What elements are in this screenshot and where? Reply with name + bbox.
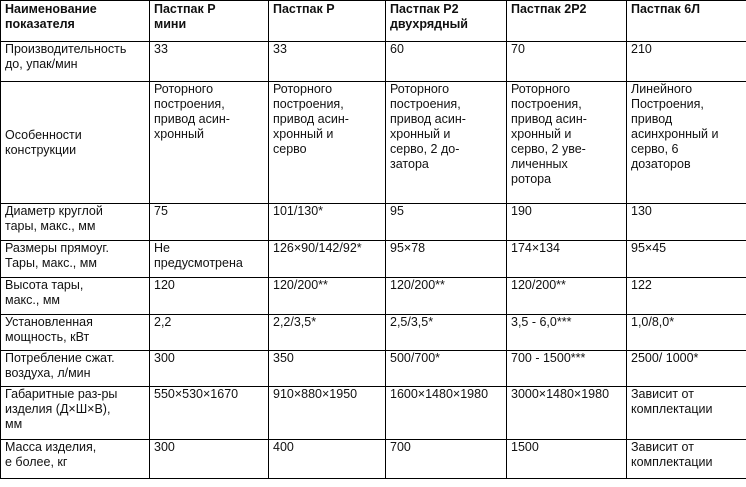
row-label: Потребление сжат. воздуха, л/мин	[1, 351, 150, 387]
table-cell: 300	[150, 440, 269, 479]
table-cell: 350	[269, 351, 386, 387]
table-cell: Не предусмотрена	[150, 241, 269, 278]
table-cell: 700 - 1500***	[507, 351, 627, 387]
table-cell: Роторного построения, привод асин- хронный и серво	[269, 82, 386, 204]
table-cell: Роторного построения, привод асин- хронный	[150, 82, 269, 204]
table-row	[1, 387, 746, 440]
table-cell: 126×90/142/92*	[269, 241, 386, 278]
table-cell: 60	[386, 42, 507, 82]
table-cell: 500/700*	[386, 351, 507, 387]
header-pastpak-r2: Пастпак Р2 двухрядный	[386, 1, 507, 42]
table-row	[1, 241, 746, 278]
table-cell: 2,2/3,5*	[269, 315, 386, 351]
table-row	[1, 42, 746, 82]
row-label: Особенности конструкции	[1, 82, 150, 204]
row-label: Габаритные раз-ры изделия (Д×Ш×В), мм	[1, 387, 150, 440]
table-cell: 1600×1480×1980	[386, 387, 507, 440]
table-cell: 2,5/3,5*	[386, 315, 507, 351]
table-cell: Зависит от комплектации	[627, 387, 746, 440]
table-cell: 190	[507, 204, 627, 241]
table-cell: 130	[627, 204, 746, 241]
header-pastpak-r: Пастпак Р	[269, 1, 386, 42]
row-label: Высота тары, макс., мм	[1, 278, 150, 315]
row-label: Установленная мощность, кВт	[1, 315, 150, 351]
table-cell: 33	[269, 42, 386, 82]
table-cell: 120	[150, 278, 269, 315]
table-row	[1, 82, 746, 204]
table-cell: 95	[386, 204, 507, 241]
table-cell: 2500/ 1000*	[627, 351, 746, 387]
table-cell: 120/200**	[269, 278, 386, 315]
table-cell: 910×880×1950	[269, 387, 386, 440]
table-cell: 120/200**	[386, 278, 507, 315]
table-row	[1, 315, 746, 351]
table-cell: 700	[386, 440, 507, 479]
table-cell: 95×45	[627, 241, 746, 278]
table-cell: 174×134	[507, 241, 627, 278]
table-cell: 3,5 - 6,0***	[507, 315, 627, 351]
table-cell: 210	[627, 42, 746, 82]
table-cell: 75	[150, 204, 269, 241]
header-pastpak-2r2: Пастпак 2Р2	[507, 1, 627, 42]
header-pastpak-r-mini: Пастпак Р мини	[150, 1, 269, 42]
table-cell: 70	[507, 42, 627, 82]
table-cell: 550×530×1670	[150, 387, 269, 440]
table-cell: Зависит от комплектации	[627, 440, 746, 479]
header-row	[1, 1, 746, 42]
table-row	[1, 351, 746, 387]
table-row	[1, 278, 746, 315]
table-cell: Линейного Построения, привод асинхронный и серво, 6 дозаторов	[627, 82, 746, 204]
header-pastpak-6l: Пастпак 6Л	[627, 1, 746, 42]
table-cell: 3000×1480×1980	[507, 387, 627, 440]
row-label: Размеры прямоуг. Тары, макс., мм	[1, 241, 150, 278]
table-cell: 95×78	[386, 241, 507, 278]
table-cell: 1500	[507, 440, 627, 479]
header-indicator: Наименование показателя	[1, 1, 150, 42]
table-cell: 300	[150, 351, 269, 387]
row-label: Производительность до, упак/мин	[1, 42, 150, 82]
table-cell: 400	[269, 440, 386, 479]
table-cell: 33	[150, 42, 269, 82]
table-cell: Роторного построения, привод асин- хронный и серво, 2 до- затора	[386, 82, 507, 204]
table-cell: 122	[627, 278, 746, 315]
table-cell: 2,2	[150, 315, 269, 351]
table-cell: 1,0/8,0*	[627, 315, 746, 351]
table-cell: 101/130*	[269, 204, 386, 241]
row-label: Диаметр круглой тары, макс., мм	[1, 204, 150, 241]
table-cell: 120/200**	[507, 278, 627, 315]
table-row	[1, 204, 746, 241]
row-label: Масса изделия, е более, кг	[1, 440, 150, 479]
table-cell: Роторного построения, привод асин- хронный и серво, 2 уве- личенных ротора	[507, 82, 627, 204]
table-row	[1, 440, 746, 479]
